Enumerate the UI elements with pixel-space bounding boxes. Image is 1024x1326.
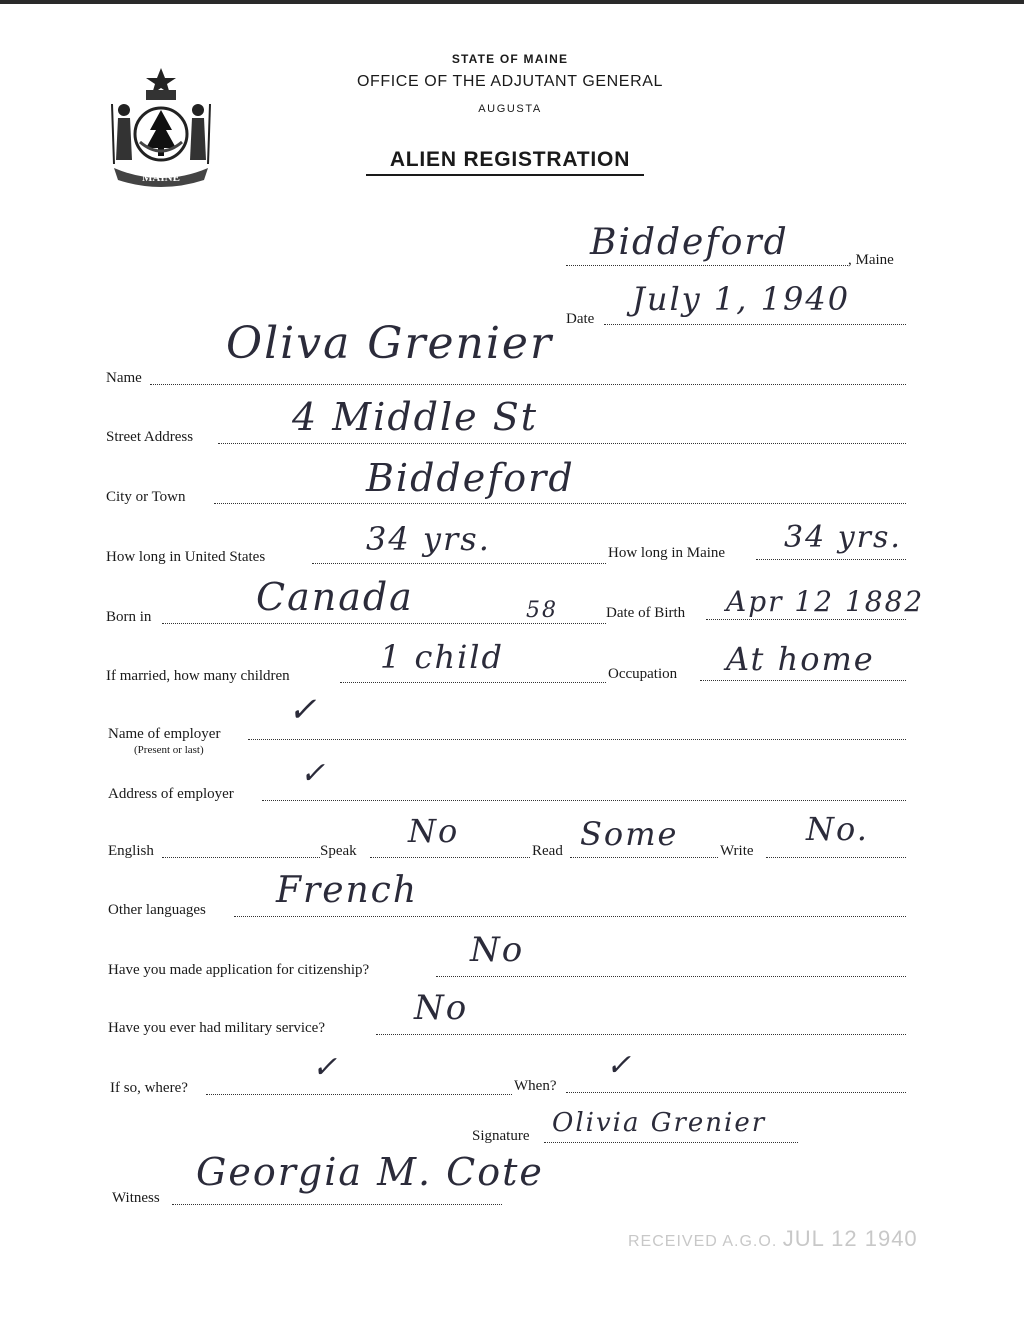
read-entry: Some — [580, 815, 679, 853]
children-label: If married, how many children — [106, 668, 290, 684]
name-entry: Oliva Grenier — [226, 318, 553, 369]
children-line — [340, 682, 606, 683]
street-label: Street Address — [106, 429, 194, 445]
other-languages-line — [234, 916, 906, 917]
when-entry: ✓ — [606, 1048, 634, 1083]
street-line — [218, 443, 906, 444]
header-office: OFFICE OF THE ADJUTANT GENERAL — [356, 73, 664, 90]
employer-entry: ✓ — [288, 690, 319, 730]
date-of-birth-line — [706, 619, 906, 620]
speak-entry: No — [408, 812, 460, 850]
employer-address-entry: ✓ — [300, 756, 328, 791]
other-languages-label: Other languages — [108, 902, 206, 918]
date-of-birth-entry: Apr 12 1882 — [726, 585, 925, 618]
signature-label: Signature — [472, 1128, 530, 1144]
where-entry: ✓ — [312, 1050, 340, 1085]
header-city: AUGUSTA — [478, 103, 542, 115]
stamp-date: JUL 12 1940 — [782, 1226, 918, 1251]
employer-note: (Present or last) — [134, 744, 204, 756]
employer-address-line — [262, 800, 906, 801]
town-entry: Biddeford — [590, 222, 789, 263]
date-of-birth-label: Date of Birth — [606, 605, 686, 621]
military-entry: No — [414, 988, 469, 1028]
signature-entry: Olivia Grenier — [552, 1108, 767, 1138]
citizenship-label: Have you made application for citizenship? — [108, 962, 370, 978]
date-label: Date — [566, 311, 595, 327]
write-line — [766, 857, 906, 858]
speak-label: Speak — [320, 843, 357, 859]
how-long-us-label: How long in United States — [106, 549, 266, 565]
english-line — [162, 857, 320, 858]
maine-label: , Maine — [848, 252, 894, 268]
header-state: STATE OF MAINE — [451, 52, 569, 66]
citizenship-line — [436, 976, 906, 977]
witness-entry: Georgia M. Cote — [196, 1150, 544, 1194]
when-line — [566, 1092, 906, 1093]
city-line — [214, 503, 906, 504]
write-entry: No. — [806, 810, 869, 848]
name-label: Name — [106, 370, 142, 386]
witness-label: Witness — [112, 1190, 160, 1206]
age-entry: 58 — [526, 598, 558, 623]
signature-line — [544, 1142, 798, 1143]
street-entry: 4 Middle St — [292, 395, 538, 439]
city-entry: Biddeford — [366, 456, 575, 500]
read-line — [570, 857, 718, 858]
how-long-us-line — [312, 563, 606, 564]
employer-address-label: Address of employer — [108, 786, 234, 802]
state-seal-icon — [106, 64, 216, 190]
date-line — [604, 324, 906, 325]
date-entry: July 1, 1940 — [632, 280, 851, 318]
children-entry: 1 child — [380, 638, 505, 676]
name-line — [150, 384, 906, 385]
born-in-entry: Canada — [256, 575, 414, 619]
where-line — [206, 1094, 512, 1095]
citizenship-entry: No — [470, 930, 525, 970]
witness-line — [172, 1204, 502, 1205]
how-long-maine-entry: 34 yrs. — [784, 520, 902, 555]
occupation-label: Occupation — [608, 666, 678, 682]
write-label: Write — [720, 843, 754, 859]
speak-line — [370, 857, 530, 858]
title-underline — [366, 174, 644, 176]
where-label: If so, where? — [110, 1080, 188, 1096]
employer-line — [248, 739, 906, 740]
how-long-us-entry: 34 yrs. — [366, 520, 491, 558]
form-title: ALIEN REGISTRATION — [389, 148, 631, 171]
military-line — [376, 1034, 906, 1035]
when-label: When? — [514, 1078, 557, 1094]
how-long-maine-label: How long in Maine — [608, 545, 726, 561]
born-in-label: Born in — [106, 609, 152, 625]
town-line — [566, 265, 848, 266]
stamp-text: RECEIVED A.G.O. — [628, 1233, 778, 1250]
received-stamp — [628, 1226, 918, 1252]
how-long-maine-line — [756, 559, 906, 560]
city-label: City or Town — [106, 489, 186, 505]
occupation-line — [700, 680, 906, 681]
seal-banner: MAINE — [142, 172, 180, 184]
scan-edge — [0, 0, 1024, 4]
employer-label: Name of employer — [108, 726, 221, 742]
english-label: English — [108, 843, 154, 859]
military-label: Have you ever had military service? — [108, 1020, 325, 1036]
read-label: Read — [532, 843, 563, 859]
born-in-line — [162, 623, 606, 624]
other-languages-entry: French — [276, 870, 419, 911]
occupation-entry: At home — [726, 640, 875, 678]
